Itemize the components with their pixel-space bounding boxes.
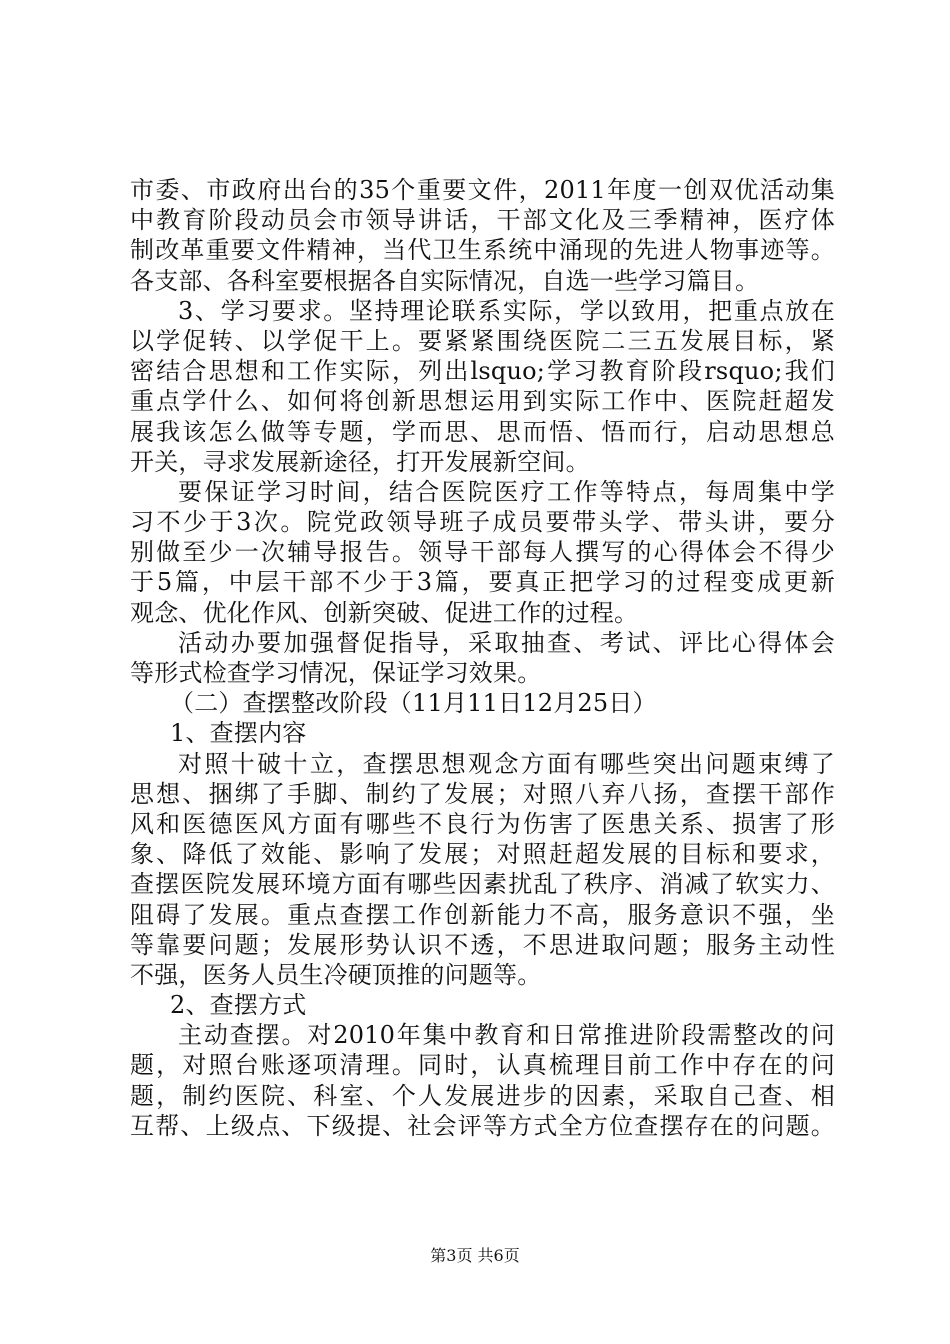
text-line: 重点学什么、如何将创新思想运用到实际工作中、医院赶超发 <box>130 387 835 416</box>
text-line: 习不少于3次。院党政领导班子成员要带头学、带头讲，要分 <box>130 508 835 537</box>
text-line: 于5篇，中层干部不少于3篇，要真正把学习的过程变成更新 <box>130 568 835 597</box>
subsection-heading: 2、查摆方式 <box>170 991 307 1020</box>
text-line: 题，制约医院、科室、个人发展进步的因素，采取自己查、相 <box>130 1081 835 1110</box>
text-line: 等靠要问题；发展形势认识不透，不思进取问题；服务主动性 <box>130 930 835 959</box>
text-line: 要保证学习时间，结合医院医疗工作等特点，每周集中学 <box>178 477 835 506</box>
text-line: 密结合思想和工作实际，列出lsquo;学习教育阶段rsquo;我们 <box>130 357 835 386</box>
text-line: 互帮、上级点、下级提、社会评等方式全方位查摆存在的问题。 <box>130 1111 835 1140</box>
text-line: 别做至少一次辅导报告。领导干部每人撰写的心得体会不得少 <box>130 538 835 567</box>
text-line: 主动查摆。对2010年集中教育和日常推进阶段需整改的问 <box>178 1021 835 1050</box>
text-line: 观念、优化作风、创新突破、促进工作的过程。 <box>130 598 639 627</box>
text-line: 查摆医院发展环境方面有哪些因素扰乱了秩序、消减了软实力、 <box>130 870 835 899</box>
text-line: 等形式检查学习情况，保证学习效果。 <box>130 659 542 687</box>
text-line: 展我该怎么做等专题，学而思、思而悟、悟而行，启动思想总 <box>130 417 835 446</box>
text-line: 思想、捆绑了手脚、制约了发展；对照八弃八扬，查摆干部作 <box>130 779 835 808</box>
text-line: 题，对照台账逐项清理。同时，认真梳理目前工作中存在的问 <box>130 1051 835 1080</box>
text-line: 中教育阶段动员会市领导讲话，干部文化及三季精神，医疗体 <box>130 206 835 235</box>
section-heading: （二）查摆整改阶段（11月11日12月25日） <box>170 689 657 718</box>
text-line: 开关，寻求发展新途径，打开发展新空间。 <box>130 447 590 476</box>
text-line: 阻碍了发展。重点查摆工作创新能力不高，服务意识不强，坐 <box>130 900 835 929</box>
text-line: 3、学习要求。坚持理论联系实际，学以致用，把重点放在 <box>178 296 835 325</box>
text-line: 象、降低了效能、影响了发展；对照赶超发展的目标和要求， <box>130 840 835 869</box>
text-line: 制改革重要文件精神，当代卫生系统中涌现的先进人物事迹等。 <box>130 236 835 265</box>
text-line: 对照十破十立，查摆思想观念方面有哪些突出问题束缚了 <box>178 749 835 778</box>
text-line: 各支部、各科室要根据各自实际情况，自选一些学习篇目。 <box>130 266 760 295</box>
page-number-footer: 第3页 共6页 <box>430 1246 520 1265</box>
document-body <box>130 175 835 1141</box>
text-line: 风和医德医风方面有哪些不良行为伤害了医患关系、损害了形 <box>130 809 835 838</box>
text-line: 不强，医务人员生冷硬顶推的问题等。 <box>130 960 542 989</box>
subsection-heading: 1、查摆内容 <box>170 719 307 748</box>
text-line: 以学促转、以学促干上。要紧紧围绕医院二三五发展目标，紧 <box>130 326 835 355</box>
text-line: 市委、市政府出台的35个重要文件，2011年度一创双优活动集 <box>130 176 835 204</box>
text-line: 活动办要加强督促指导，采取抽查、考试、评比心得体会 <box>178 628 835 657</box>
